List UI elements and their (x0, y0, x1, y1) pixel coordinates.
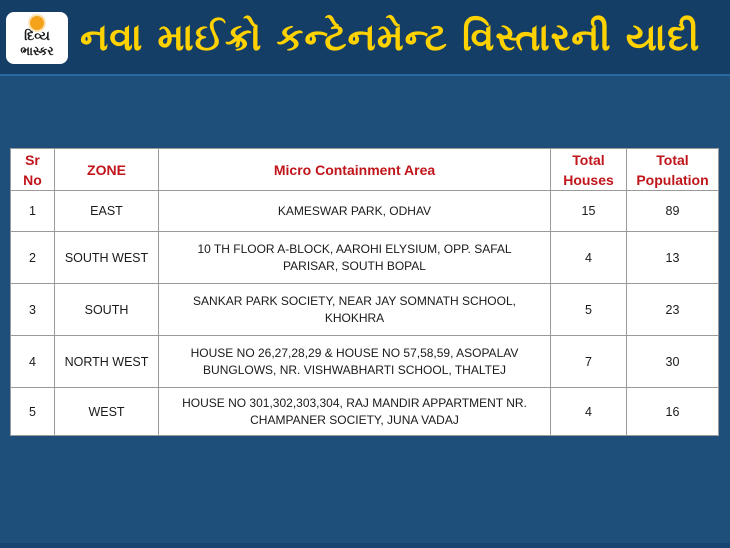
page-title: નવા માઈક્રો કન્ટેનમેન્ટ વિસ્તારની યાદી (80, 15, 701, 59)
divya-bhaskar-logo (6, 12, 68, 64)
header-area: Micro Containment Area (159, 149, 551, 191)
cell-total-houses: 15 (551, 191, 627, 232)
header-divider (0, 74, 730, 76)
table-row (11, 388, 719, 436)
header-sr-no: Sr No (11, 149, 55, 191)
cell-zone: WEST (55, 388, 159, 436)
table-row (11, 284, 719, 336)
cell-sr-no: 2 (11, 232, 55, 284)
cell-sr-no: 4 (11, 336, 55, 388)
cell-sr-no: 1 (11, 191, 55, 232)
cell-total-population: 13 (627, 232, 719, 284)
logo-text-line1: દિવ્ય (24, 29, 50, 44)
header-bar (0, 0, 730, 74)
cell-total-houses: 4 (551, 388, 627, 436)
logo-text-line2: ભાસ્કર (20, 44, 54, 58)
cell-sr-no: 3 (11, 284, 55, 336)
cell-total-population: 16 (627, 388, 719, 436)
cell-total-houses: 7 (551, 336, 627, 388)
cell-sr-no: 5 (11, 388, 55, 436)
containment-table (10, 148, 719, 436)
cell-zone: EAST (55, 191, 159, 232)
header-total-houses: Total Houses (551, 149, 627, 191)
containment-table-panel (10, 148, 718, 436)
cell-total-houses: 5 (551, 284, 627, 336)
cell-total-houses: 4 (551, 232, 627, 284)
cell-zone: SOUTH WEST (55, 232, 159, 284)
cell-total-population: 89 (627, 191, 719, 232)
table-row (11, 336, 719, 388)
table-header-row (11, 149, 719, 191)
header-total-population: Total Population (627, 149, 719, 191)
cell-zone: SOUTH (55, 284, 159, 336)
sun-icon (30, 16, 44, 30)
footer-strip (0, 543, 730, 548)
cell-area: KAMESWAR PARK, ODHAV (159, 191, 551, 232)
table-row (11, 191, 719, 232)
cell-area: HOUSE NO 301,302,303,304, RAJ MANDIR APPARTMENT NR. CHAMPANER SOCIETY, JUNA VADAJ (159, 388, 551, 436)
cell-area: HOUSE NO 26,27,28,29 & HOUSE NO 57,58,59, ASOPALAV BUNGLOWS, NR. VISHWABHARTI SCHOOL, THALTEJ (159, 336, 551, 388)
cell-area: SANKAR PARK SOCIETY, NEAR JAY SOMNATH SCHOOL, KHOKHRA (159, 284, 551, 336)
cell-total-population: 23 (627, 284, 719, 336)
cell-area: 10 TH FLOOR A-BLOCK, AAROHI ELYSIUM, OPP. SAFAL PARISAR, SOUTH BOPAL (159, 232, 551, 284)
table-row (11, 232, 719, 284)
cell-zone: NORTH WEST (55, 336, 159, 388)
cell-total-population: 30 (627, 336, 719, 388)
header-zone: ZONE (55, 149, 159, 191)
